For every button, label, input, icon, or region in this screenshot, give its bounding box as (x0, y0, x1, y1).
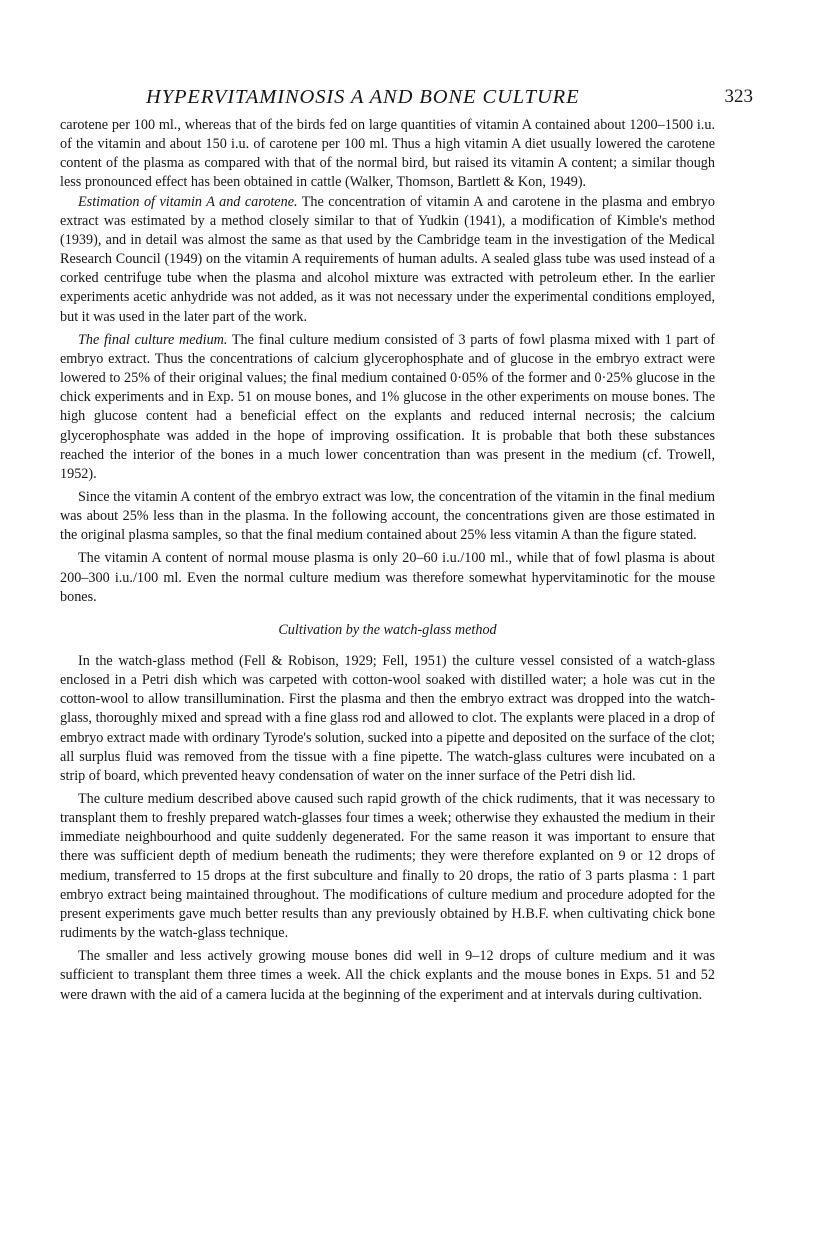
paragraph-vitamin-content (60, 488, 715, 545)
paragraph-vitamin-estimation (60, 193, 715, 327)
paragraph-text: The vitamin A content of normal mouse plasma is only 20–60 i.u./100 ml., while that of fowl plasma is about 200–300 i.u./100 ml. Even the normal culture medium was therefore somewhat hypervitaminotic for the mouse bones. (60, 550, 715, 605)
running-title: HYPERVITAMINOSIS A AND BONE CULTURE (146, 86, 580, 108)
paragraph-continued (60, 116, 715, 193)
paragraph-text: carotene per 100 ml., whereas that of the birds fed on large quantities of vitamin A contained about 1200–1500 i.u. of the vitamin and about 150 i.u. of carotene per 100 ml. Thus a high vitamin A diet usually lowered the carotene content of the plasma as compared with that of the normal bird, but raised its vitamin A content; a similar though less pronounced effect has been obtained in cattle (Walker, Thomson, Bartlett & Kon, 1949). (60, 117, 715, 191)
paragraph-mouse-bones (60, 947, 715, 1004)
page-number: 323 (724, 86, 753, 107)
paragraph-text: The concentration of vitamin A and carotene in the plasma and embryo extract was estimated by a method closely similar to that of Yudkin (1941), a modification of Kimble's method (1939), and in detail was almost the same as that used by the Cambridge team in the investigation of the Medical Research Council (1949) on the vitamin A requirements of human adults. A sealed glass tube was used instead of a corked centrifuge tube when the plasma and alcohol mixture was extracted with petroleum ether. In the earlier experiments acetic anhydride was not added, as it was not necessary under the experimental conditions employed, but it was used in the later part of the work. (60, 193, 715, 325)
runin-heading: The final culture medium. (78, 331, 228, 348)
paragraph-text: The culture medium described above caused such rapid growth of the chick rudiments, that it was necessary to transplant them to freshly prepared watch-glasses four times a week; otherwise they exhausted the medium in their immediate neighbourhood and quite suddenly degenerated. For the same reason it was important to ensure that there was sufficient depth of medium beneath the rudiments; they were therefore explanted on 9 or 12 drops of medium, transferred to 15 drops at the first subculture and finally to 20 drops, the ratio of 3 parts plasma : 1 part embryo extract being maintained throughout. The modifications of culture medium and procedure adopted for the present experiments gave much better results than any previously obtained by H.B.F. when cultivating chick bone rudiments by the watch-glass technique. (60, 791, 715, 942)
runin-heading: Estimation of vitamin A and carotene. (78, 193, 298, 210)
article-body (60, 116, 715, 1005)
paragraph-text: The smaller and less actively growing mouse bones did well in 9–12 drops of culture medium and it was sufficient to transplant them three times a week. All the chick explants and the mouse bones in Exps. 51 and 52 were drawn with the aid of a camera lucida at the beginning of the experiment and at intervals during cultivation. (60, 948, 715, 1003)
paragraph-chick-rudiments (60, 790, 715, 943)
paragraph-watch-glass-method (60, 652, 715, 786)
paragraph-text: Since the vitamin A content of the embryo extract was low, the concentration of the vitamin in the final medium was about 25% less than in the plasma. In the following account, the concentrations given are those estimated in the original plasma samples, so that the final medium contained about 25% less vitamin A than the figure stated. (60, 488, 715, 544)
paragraph-mouse-plasma (60, 549, 715, 606)
paragraph-final-medium (60, 331, 715, 484)
paragraph-text: The final culture medium consisted of 3 parts of fowl plasma mixed with 1 part of embryo extract. Thus the concentrations of calcium glycerophosphate and of glucose in the embryo extract were lowered to 25% of their original values; the final medium contained 0·05% of the former and 0·25% glucose in the chick experiments and in Exp. 51 on mouse bones, and 1% glucose in the other experiments on mouse bones. The high glucose content had a beneficial effect on the explants and reduced internal necrosis; the calcium glycerophosphate was added in the hope of improving ossification. It is probable that both these substances reached the interior of the bones in a much lower concentration than was present in the medium (cf. Trowell, 1952). (60, 331, 715, 482)
paragraph-text: In the watch-glass method (Fell & Robison, 1929; Fell, 1951) the culture vessel consisted of a watch-glass enclosed in a Petri dish which was carpeted with cotton-wool soaked with distilled water; a hole was cut in the cotton-wool to allow transillumination. First the plasma and then the embryo extract was dropped into the watch-glass, thoroughly mixed and spread with a fine glass rod and allowed to clot. The explants were placed in a drop of embryo extract made with ordinary Tyrode's solution, sucked into a pipette and deposited on the surface of the clot; all surplus fluid was removed from the tissue with a fine pipette. The watch-glass cultures were incubated on a strip of board, which prevented heavy condensation of water on the inner surface of the Petri dish lid. (60, 652, 715, 784)
section-heading: Cultivation by the watch-glass method (278, 621, 497, 638)
